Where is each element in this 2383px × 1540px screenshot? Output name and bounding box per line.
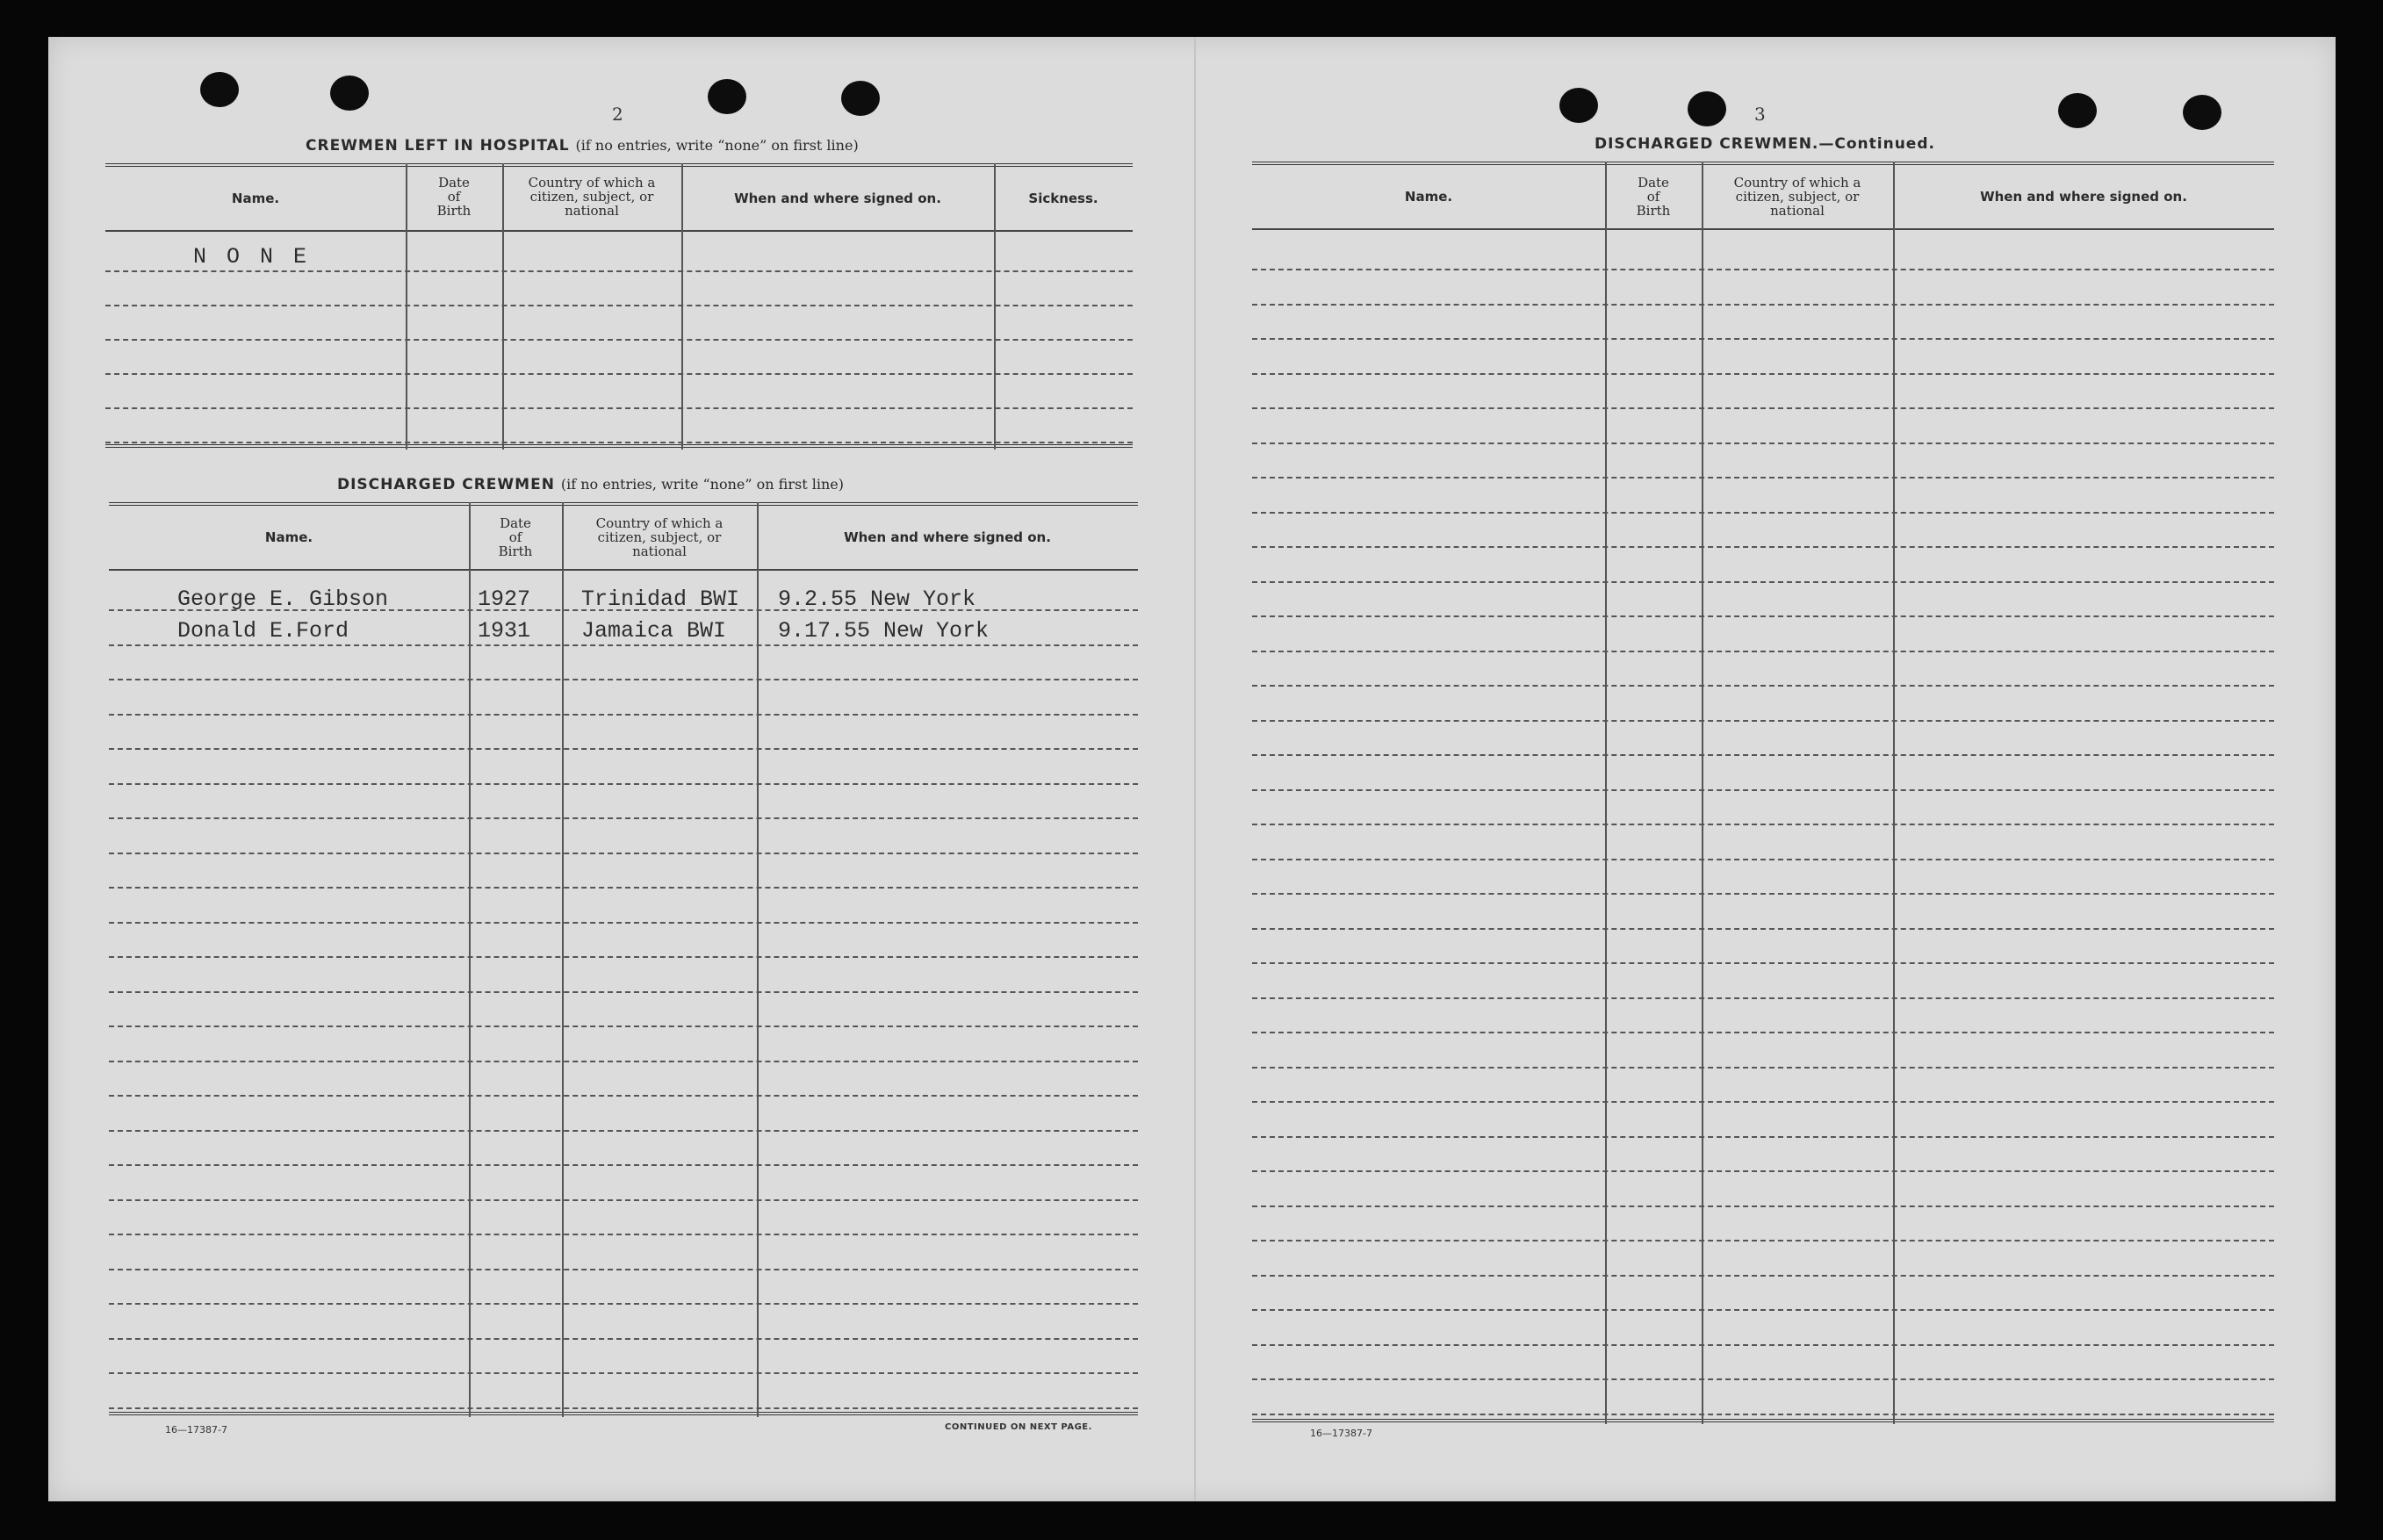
- punch-hole: [1559, 88, 1598, 123]
- crewman-signed: 9.2.55 New York: [778, 586, 976, 612]
- hospital-header-name: Name.: [231, 191, 280, 206]
- ruled-line: [109, 1269, 1138, 1270]
- hospital-title-note: (if no entries, write “none” on first line): [575, 137, 859, 154]
- hospital-none-entry: N O N E: [193, 244, 311, 270]
- ruled-line: [1252, 651, 2274, 652]
- ruled-line: [1252, 685, 2274, 687]
- crewman-signed: 9.17.55 New York: [778, 618, 990, 644]
- discharged-continued-table: [1252, 162, 2274, 1424]
- hospital-header-signed: When and where signed on.: [734, 191, 941, 206]
- ruled-line: [109, 887, 1138, 889]
- ruled-line: [1252, 1378, 2274, 1380]
- hospital-title-text: CREWMEN LEFT IN HOSPITAL: [306, 137, 570, 155]
- continued-note: CONTINUED ON NEXT PAGE.: [945, 1422, 1092, 1432]
- ruled-line: [109, 853, 1138, 854]
- ruled-line: [1252, 477, 2274, 479]
- page-fold: [1194, 37, 1196, 1501]
- crewman-dob: 1927: [478, 586, 531, 612]
- ruled-line: [1252, 1205, 2274, 1207]
- ruled-line: [1252, 1101, 2274, 1103]
- continued-header-country: Country of which a citizen, subject, or national: [1733, 175, 1861, 219]
- ruled-line: [109, 1234, 1138, 1235]
- ruled-line: [1252, 754, 2274, 756]
- ruled-line: [109, 748, 1138, 750]
- discharged-continued-title-text: DISCHARGED CREWMEN.: [1595, 135, 1819, 153]
- ruled-line: [1252, 720, 2274, 722]
- ruled-line: [109, 714, 1138, 716]
- ruled-line: [109, 817, 1138, 819]
- discharged-continued-title: [1595, 135, 1935, 153]
- ruled-line: [109, 1025, 1138, 1027]
- ruled-line: [105, 270, 1133, 272]
- ruled-line: [1252, 1344, 2274, 1346]
- ruled-line: [1252, 997, 2274, 999]
- ruled-line: [1252, 373, 2274, 375]
- page-number-right: 3: [1754, 104, 1766, 125]
- ruled-line: [1252, 304, 2274, 306]
- ruled-line: [109, 1338, 1138, 1340]
- ruled-line: [109, 679, 1138, 680]
- discharged-header-country: Country of which a citizen, subject, or national: [595, 515, 724, 559]
- discharged-continued-note: —Continued.: [1818, 135, 1935, 153]
- hospital-table: [105, 163, 1133, 450]
- ruled-line: [1252, 1032, 2274, 1033]
- ruled-line: [1252, 1309, 2274, 1311]
- ruled-line: [1252, 962, 2274, 964]
- hospital-header-sickness: Sickness.: [1028, 191, 1098, 206]
- discharged-header-dob: Date of Birth: [498, 515, 533, 559]
- ruled-line: [109, 956, 1138, 958]
- ruled-line: [1252, 443, 2274, 444]
- punch-hole: [2183, 95, 2221, 130]
- ruled-line: [1252, 1275, 2274, 1277]
- ruled-line: [1252, 893, 2274, 895]
- ruled-line: [109, 1407, 1138, 1409]
- ruled-line: [1252, 338, 2274, 340]
- ruled-line: [105, 373, 1133, 375]
- ruled-line: [1252, 1170, 2274, 1172]
- ruled-line: [109, 609, 1138, 611]
- crewman-country: Trinidad BWI: [581, 586, 740, 612]
- ruled-line: [1252, 407, 2274, 409]
- ruled-line: [1252, 512, 2274, 514]
- punch-hole: [841, 81, 880, 116]
- ruled-line: [109, 1303, 1138, 1305]
- ruled-line: [109, 1372, 1138, 1374]
- ruled-line: [109, 644, 1138, 646]
- hospital-section-title: [306, 137, 859, 155]
- ruled-line: [109, 1130, 1138, 1132]
- ruled-line: [109, 991, 1138, 993]
- punch-hole: [330, 76, 369, 111]
- discharged-title-text: DISCHARGED CREWMEN: [337, 476, 555, 493]
- ruled-line: [109, 1095, 1138, 1097]
- discharged-section-title: [337, 476, 844, 493]
- ruled-line: [1252, 1414, 2274, 1415]
- ruled-line: [109, 922, 1138, 924]
- ruled-line: [1252, 581, 2274, 583]
- page-number-left: 2: [612, 104, 623, 125]
- ruled-line: [105, 407, 1133, 409]
- punch-hole: [200, 72, 239, 107]
- ruled-line: [105, 442, 1133, 443]
- ruled-line: [1252, 269, 2274, 270]
- ruled-line: [1252, 1067, 2274, 1069]
- punch-hole: [708, 79, 746, 114]
- ruled-line: [105, 305, 1133, 306]
- form-number-right: 16—17387-7: [1310, 1428, 1372, 1439]
- discharged-table: [109, 502, 1138, 1417]
- ruled-line: [109, 1164, 1138, 1166]
- ruled-line: [109, 783, 1138, 785]
- ruled-line: [109, 1199, 1138, 1201]
- punch-hole: [2058, 93, 2097, 128]
- discharged-title-note: (if no entries, write “none” on first line): [560, 476, 844, 493]
- ruled-line: [1252, 1136, 2274, 1138]
- continued-header-dob: Date of Birth: [1636, 175, 1671, 219]
- discharged-header-name: Name.: [264, 529, 313, 545]
- ruled-line: [109, 1061, 1138, 1062]
- ruled-line: [1252, 824, 2274, 825]
- crewman-name: Donald E.Ford: [177, 618, 349, 644]
- ruled-line: [1252, 546, 2274, 548]
- crewman-name: George E. Gibson: [177, 586, 389, 612]
- crewman-dob: 1931: [478, 618, 531, 644]
- punch-hole: [1688, 91, 1726, 126]
- form-number-left: 16—17387-7: [165, 1424, 227, 1436]
- ruled-line: [1252, 928, 2274, 930]
- hospital-header-dob: Date of Birth: [436, 175, 472, 219]
- ruled-line: [1252, 789, 2274, 791]
- discharged-header-signed: When and where signed on.: [844, 529, 1051, 545]
- continued-header-name: Name.: [1404, 189, 1453, 205]
- continued-header-signed: When and where signed on.: [1980, 189, 2187, 205]
- ruled-line: [1252, 859, 2274, 860]
- ruled-line: [1252, 1240, 2274, 1241]
- hospital-header-country: Country of which a citizen, subject, or national: [528, 175, 656, 219]
- crewman-country: Jamaica BWI: [581, 618, 727, 644]
- ruled-line: [105, 339, 1133, 341]
- ruled-line: [1252, 615, 2274, 617]
